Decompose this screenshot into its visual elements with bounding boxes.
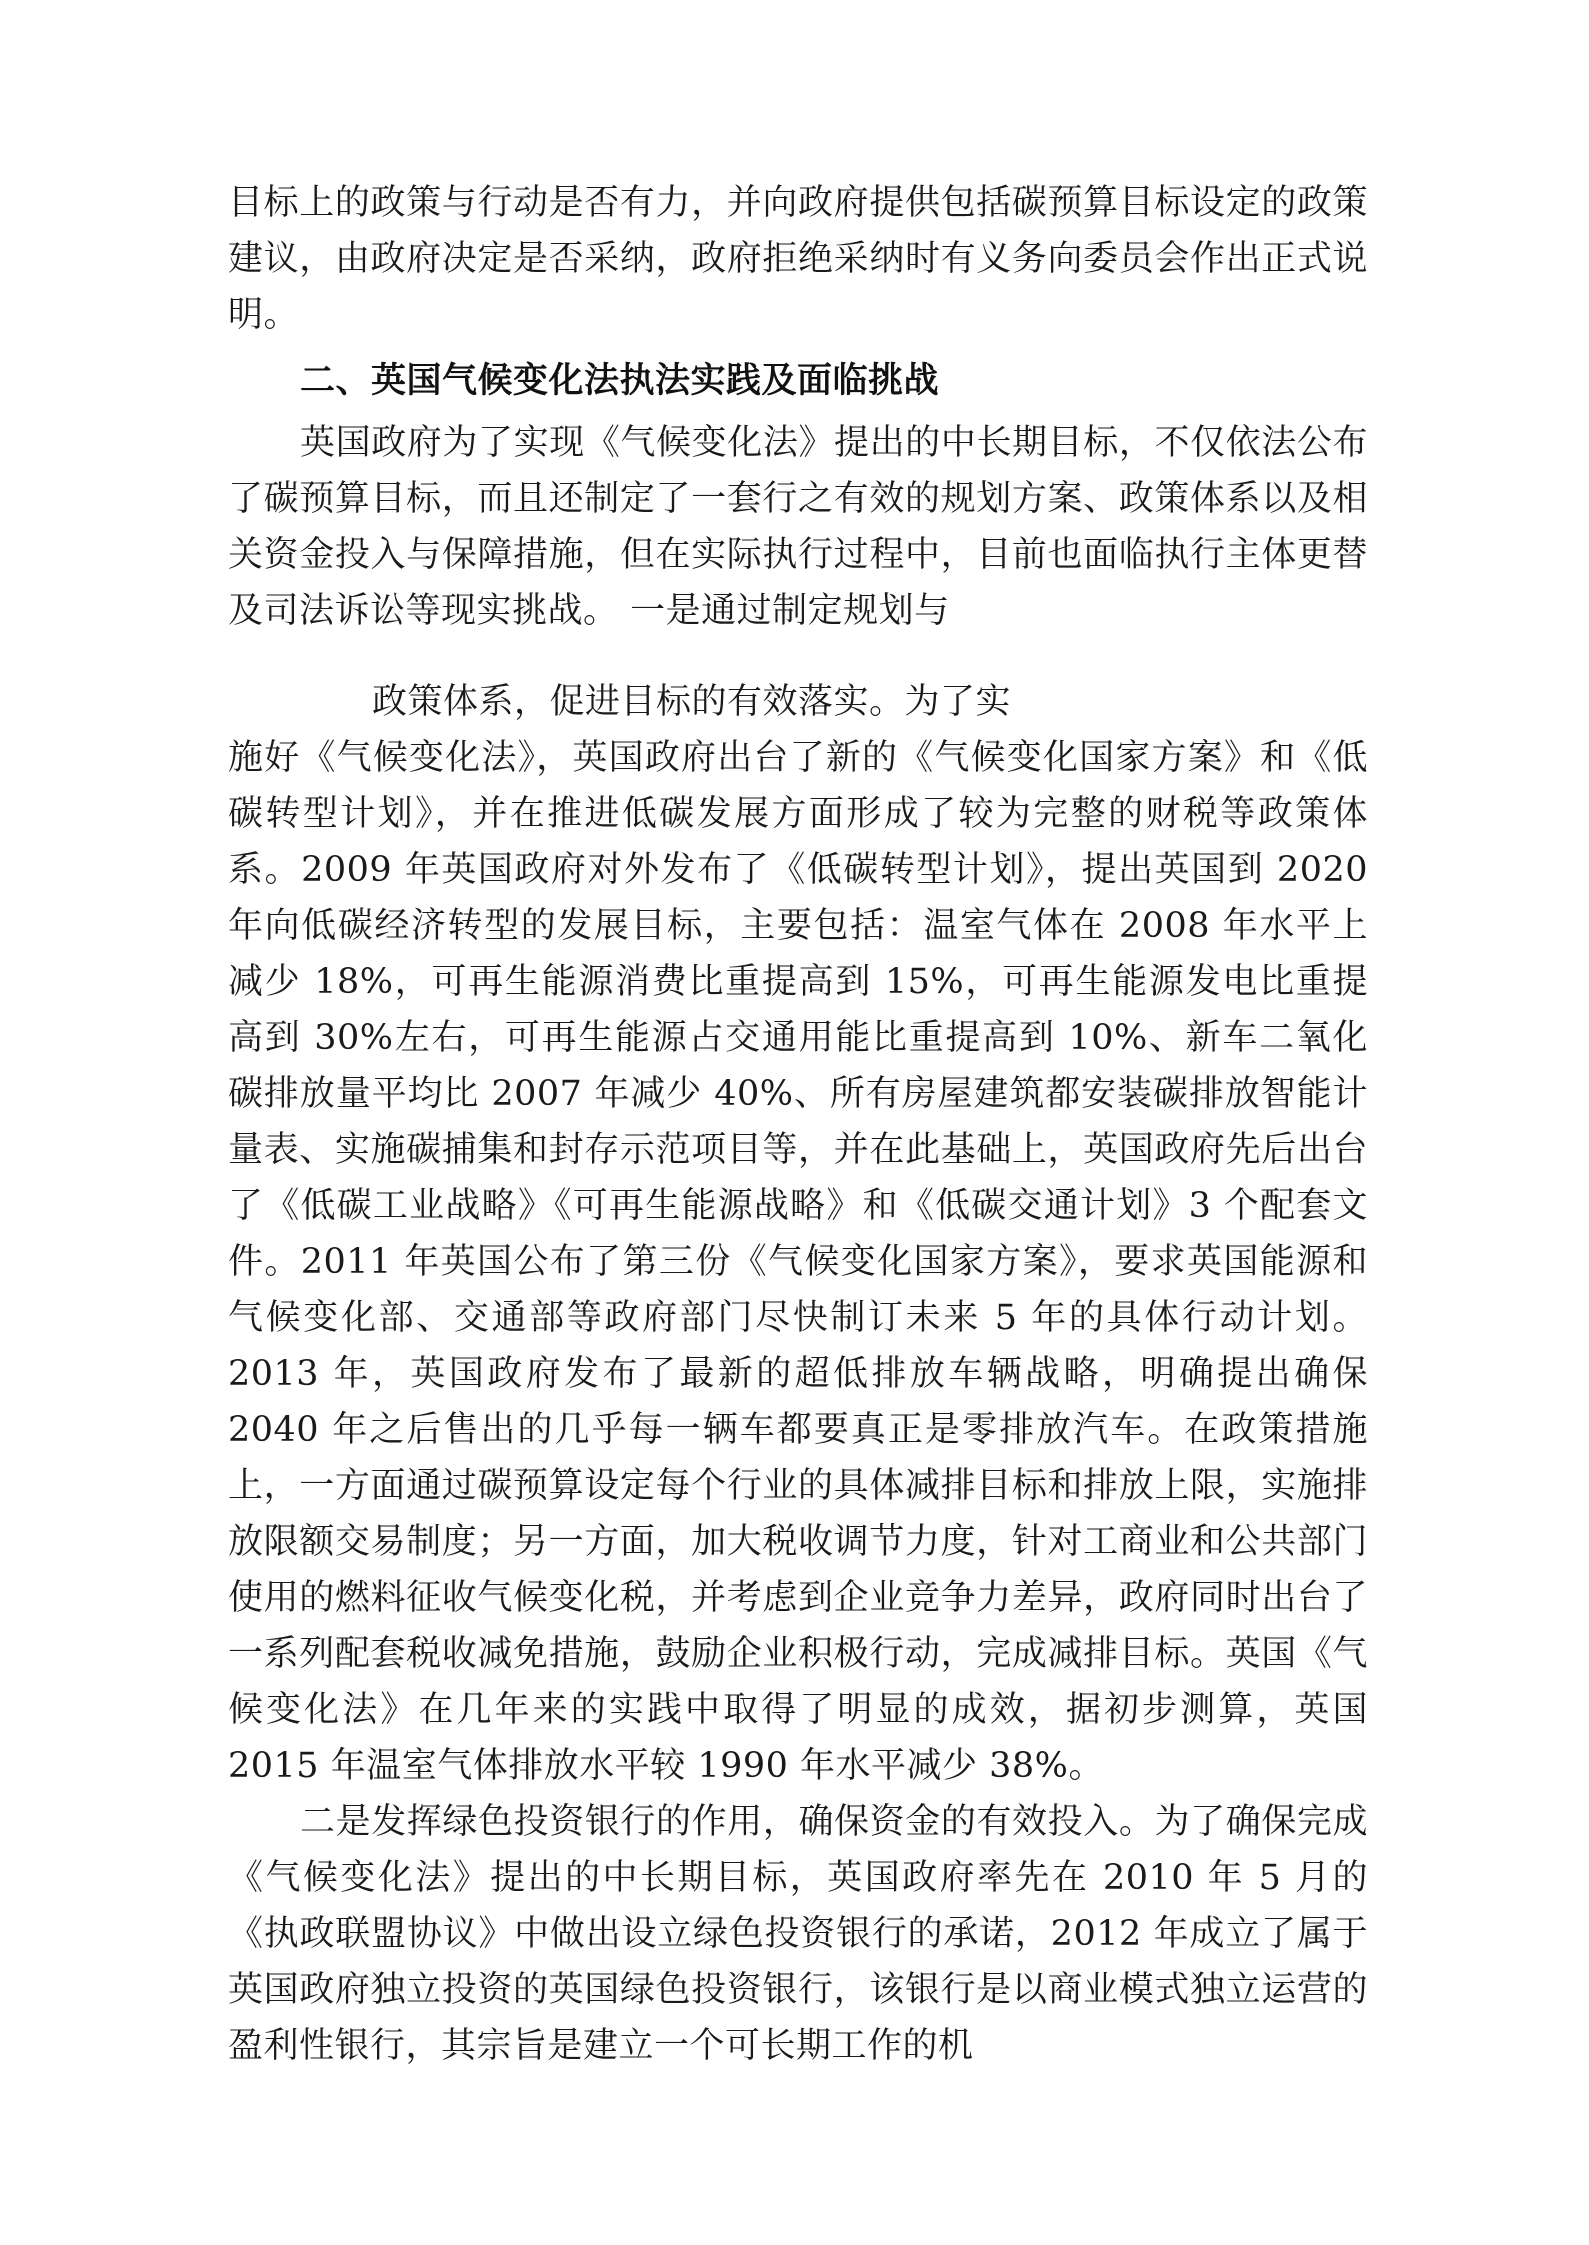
section-paragraph-1: 英国政府为了实现《气候变化法》提出的中长期目标，不仅依法公布了碳预算目标，而且还制定了一套行之有效的规划方案、政策体系以及相关资金投入与保障措施，但在实际执行过程中，目前也面临执行主体更替及司法诉讼等现实挑战。 一是通过制定规划与 [228,423,1368,631]
paragraph-continuation: 目标上的政策与行动是否有力，并向政府提供包括碳预算目标设定的政策建议，由政府决定是否采纳，政府拒绝采纳时有义务向委员会作出正式说明。 [228,183,1368,335]
section-paragraph-1-overflow-line: 政策体系，促进目标的有效落实。为了实 [372,682,1012,722]
section-paragraph-3: 二是发挥绿色投资银行的作用，确保资金的有效投入。为了确保完成《气候变化法》提出的中长期目标，英国政府率先在 2010 年 5 月的《执政联盟协议》中做出设立绿色投资银行的承诺，2012 年成立了属于英国政府独立投资的英国绿色投资银行，该银行是以商业模式独立运营的盈利性银行，其宗旨是建立一个可长期工作的机 [228,1802,1368,2066]
page-content [228,175,1368,2074]
section-paragraph-2: 施好《气候变化法》，英国政府出台了新的《气候变化国家方案》和《低碳转型计划》，并在推进低碳发展方面形成了较为完整的财税等政策体系。2009 年英国政府对外发布了《低碳转型计划》，提出英国到 2020 年向低碳经济转型的发展目标，主要包括：温室气体在 2008 年水平上减少 18%，可再生能源消费比重提高到 15%，可再生能源发电比重提高到 30%左右，可再生能源占交通用能比重提高到 10%、新车二氧化碳排放量平均比 2007 年减少 40%、所有房屋建筑都安装碳排放智能计量表、实施碳捕集和封存示范项目等，并在此基础上，英国政府先后出台了《低碳工业战略》《可再生能源战略》和《低碳交通计划》3 个配套文件。2011 年英国公布了第三份《气候变化国家方案》，要求英国能源和气候变化部、交通部等政府部门尽快制订未来 5 年的具体行动计划。2013 年，英国政府发布了最新的超低排放车辆战略，明确提出确保 2040 年之后售出的几乎每一辆车都要真正是零排放汽车。在政策措施上，一方面通过碳预算设定每个行业的具体减排目标和排放上限，实施排放限额交易制度；另一方面，加大税收调节力度，针对工商业和公共部门使用的燃料征收气候变化税，并考虑到企业竞争力差异，政府同时出台了一系列配套税收减免措施，鼓励企业积极行动，完成减排目标。英国《气候变化法》在几年来的实践中取得了明显的成效，据初步测算，英国 2015 年温室气体排放水平较 1990 年水平减少 38%。 [228,738,1368,1786]
section-heading: 二、英国气候变化法执法实践及面临挑战 [300,361,940,401]
